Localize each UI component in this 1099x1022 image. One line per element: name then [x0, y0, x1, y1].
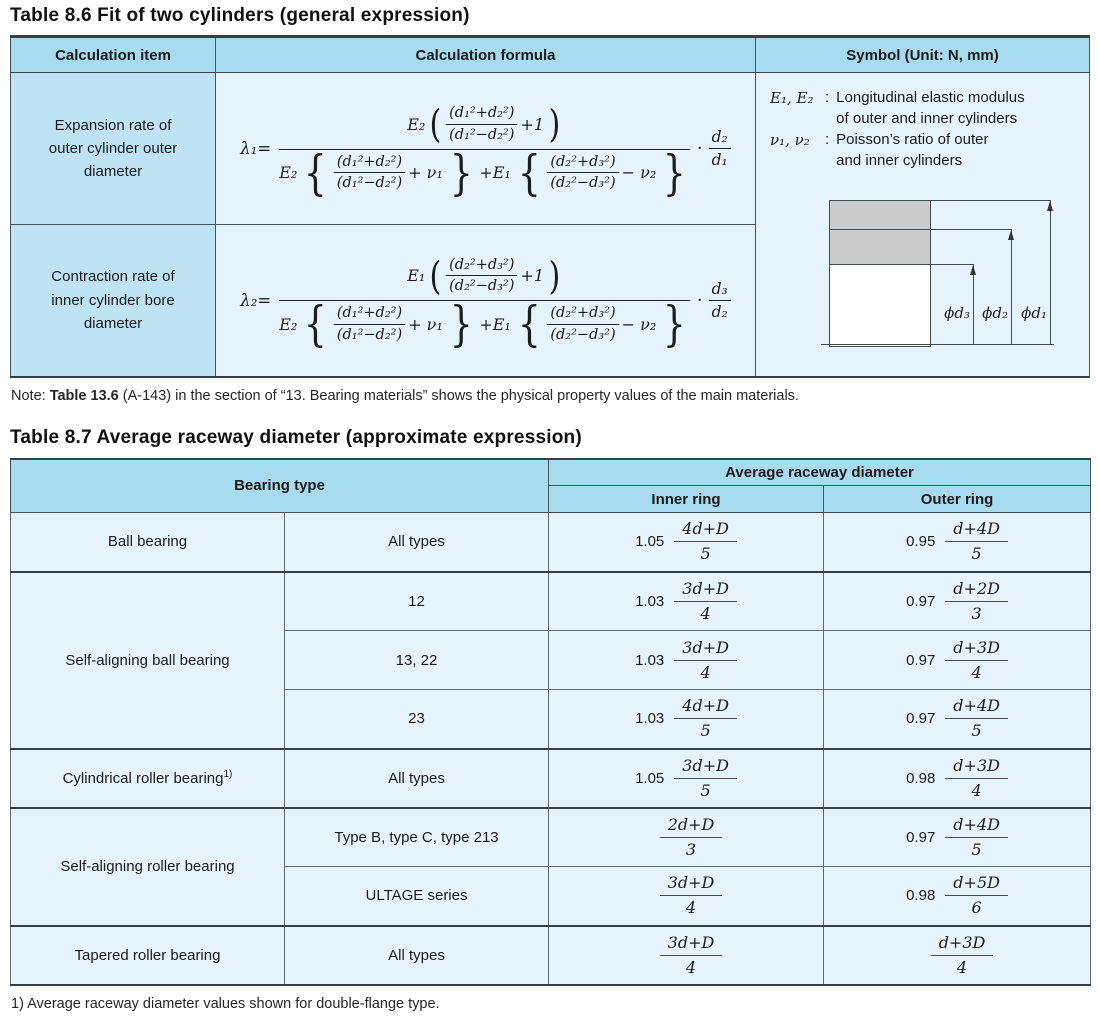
fraction-top: (d₂²+d₃²): [547, 153, 618, 174]
table-8-7: [10, 458, 1091, 986]
extension-line-d2: [929, 229, 1012, 230]
inner-ring-formula: [549, 513, 824, 572]
lambda2-lhs: λ₂=: [240, 290, 272, 310]
fraction: [945, 519, 1008, 564]
fraction: [674, 519, 737, 564]
bearing-name: Self-aligning roller bearing: [11, 808, 285, 926]
lambda2-main-fraction: [279, 253, 690, 353]
coefficient: 0.97: [906, 828, 936, 846]
bearing-series: All types: [285, 926, 549, 985]
coefficient: 0.98: [906, 769, 936, 787]
coefficient: 0.97: [906, 651, 936, 669]
item-expansion-rate: Expansion rate of outer cylinder outer diameter: [11, 73, 216, 225]
fraction-top: 3d+D: [674, 756, 737, 779]
fraction-top: d+2D: [945, 579, 1008, 602]
ratio-top: d₃: [709, 279, 731, 301]
den-coefficient-1: E₂: [279, 163, 298, 183]
table-row: [11, 572, 1091, 631]
fraction-bar: [279, 300, 690, 301]
close-brace-2: }: [663, 144, 687, 201]
diameter-ratio: [709, 279, 731, 322]
table-8-6-note: [11, 388, 1090, 404]
open-paren: (: [429, 101, 442, 146]
symbol-cell: [756, 73, 1090, 377]
den-fraction-1: [334, 153, 405, 194]
table-row: [11, 749, 1091, 808]
dimension-arrow-d2: [1011, 230, 1012, 344]
fraction: [945, 756, 1008, 801]
header-outer-ring: Outer ring: [824, 486, 1091, 513]
fraction-top: 3d+D: [660, 933, 723, 956]
fraction-top: d+3D: [945, 756, 1008, 779]
inner-ring-formula: [549, 690, 824, 749]
formula-cell-lambda2: [216, 225, 756, 377]
header-calculation-formula: Calculation formula: [216, 37, 756, 73]
fraction-top: (d₁²+d₂²): [334, 153, 405, 174]
fraction-bottom: 5: [700, 780, 711, 800]
arrowhead-d2: [1008, 230, 1014, 240]
fraction-top: (d₂²+d₃²): [446, 256, 517, 277]
ratio-bottom: d₁: [711, 151, 728, 169]
dimension-label-d2: ϕd₂: [982, 303, 1008, 322]
table-row: [11, 808, 1091, 867]
fraction-top: 4d+D: [674, 519, 737, 542]
lambda2-denominator: [279, 296, 690, 353]
fraction-top: 4d+D: [674, 696, 737, 719]
baseline: [821, 344, 1054, 345]
outer-ring-formula: [824, 867, 1091, 926]
dimension-label-d1: ϕd₁: [1021, 303, 1047, 322]
fraction: [945, 873, 1008, 918]
multiply-dot: ·: [696, 138, 703, 159]
fraction: [945, 696, 1008, 741]
fraction-top: (d₁²+d₂²): [334, 304, 405, 325]
arrowhead-d3: [970, 265, 976, 275]
outer-cylinder-section: [829, 200, 931, 232]
fraction: [660, 933, 723, 978]
inner-fraction: [446, 256, 517, 297]
num-coefficient: E₂: [407, 114, 426, 134]
fraction-bottom: (d₁²−d₂²): [449, 126, 515, 143]
table-row: [11, 513, 1091, 572]
coefficient: 0.95: [906, 533, 936, 551]
fraction-bottom: 3: [685, 839, 697, 859]
coefficient: 0.97: [906, 710, 936, 728]
open-brace-2: {: [517, 144, 541, 201]
lambda1-lhs: λ₁=: [240, 139, 272, 158]
equation-lambda2: [217, 253, 754, 353]
fraction-bottom: 4: [971, 780, 982, 800]
equation-lambda1: [217, 101, 754, 201]
fraction: [945, 579, 1008, 624]
coefficient: 1.03: [635, 592, 665, 610]
symbol-term: E₁, E₂: [770, 89, 814, 107]
inner-ring-formula: [549, 749, 824, 808]
fraction-bottom: (d₁²−d₂²): [336, 175, 403, 192]
bearing-name: Self-aligning ball bearing: [11, 572, 285, 749]
inner-ring-formula: [549, 808, 824, 867]
outer-ring-formula: [824, 926, 1091, 985]
outer-ring-formula: [824, 631, 1091, 690]
header-bearing-type: Bearing type: [11, 459, 549, 513]
fraction-bottom: (d₁²−d₂²): [336, 327, 403, 344]
definition-elastic-modulus: [770, 88, 1081, 129]
fraction-top: 3d+D: [660, 873, 723, 896]
fraction-top: d+4D: [945, 519, 1008, 542]
fraction: [674, 696, 737, 741]
open-brace-1: {: [304, 144, 328, 201]
coefficient: 1.05: [635, 769, 665, 787]
outer-ring-formula: [824, 513, 1091, 572]
outer-ring-formula: [824, 690, 1091, 749]
definition-poisson-ratio: [770, 130, 1081, 171]
close-paren: ): [548, 101, 561, 146]
inner-ring-formula: [549, 867, 824, 926]
header-calculation-item: Calculation item: [11, 37, 216, 73]
inner-ring-formula: [549, 572, 824, 631]
fraction-top: d+4D: [945, 696, 1008, 719]
fraction: [660, 815, 723, 860]
fraction-bottom: 3: [971, 603, 982, 623]
symbol-definitions: [770, 88, 1081, 172]
close-brace-2: }: [663, 296, 687, 353]
bearing-series: 23: [285, 690, 549, 749]
fraction: [660, 873, 723, 918]
fraction-bottom: (d₂²−d₃²): [550, 327, 616, 344]
fraction-bottom: 4: [956, 957, 968, 977]
bearing-series: All types: [285, 513, 549, 572]
table-8-6-title: Table 8.6 Fit of two cylinders (general expression): [10, 5, 470, 26]
fraction-top: 3d+D: [674, 579, 737, 602]
fraction-bottom: 5: [971, 721, 982, 741]
coefficient: 1.03: [635, 710, 665, 728]
header-inner-ring: Inner ring: [549, 486, 824, 513]
bearing-name: [11, 749, 285, 808]
inner-fraction: [446, 104, 517, 145]
coefficient: 1.05: [635, 533, 665, 551]
den-tail-1: + ν₁: [408, 163, 443, 183]
fraction-bottom: 4: [700, 603, 711, 623]
den-tail-1: + ν₁: [408, 315, 443, 335]
bearing-series: All types: [285, 749, 549, 808]
bearing-series: 13, 22: [285, 631, 549, 690]
colon: :: [825, 89, 830, 106]
formula-cell-lambda1: [216, 73, 756, 225]
bearing-series: ULTAGE series: [285, 867, 549, 926]
fraction: [945, 638, 1008, 683]
cylinder-fit-diagram: [792, 188, 1088, 364]
ratio-bottom: d₂: [711, 302, 728, 321]
fraction-top: (d₂²+d₃²): [547, 304, 618, 325]
open-paren: (: [429, 253, 442, 298]
arrowhead-d1: [1047, 201, 1053, 211]
inner-ring-formula: [549, 926, 824, 985]
definition-text: [836, 88, 1024, 129]
definition-line: and inner cylinders: [836, 152, 963, 170]
table-8-7-title: Table 8.7 Average raceway diameter (approximate expression): [10, 426, 582, 448]
bearing-name: Tapered roller bearing: [11, 926, 285, 985]
fraction: [945, 815, 1008, 860]
definition-line: of outer and inner cylinders: [836, 109, 1018, 127]
fraction-bottom: 4: [685, 957, 697, 977]
outer-ring-formula: [824, 572, 1091, 631]
den-coefficient-1: E₂: [279, 315, 298, 335]
table-row: [11, 926, 1091, 985]
outer-ring-formula: [824, 808, 1091, 867]
den-coefficient-2: +E₁: [479, 315, 511, 335]
num-tail: +1: [520, 114, 544, 134]
fraction-top: d+3D: [945, 638, 1008, 661]
dimension-label-d3: ϕd₃: [944, 303, 970, 322]
open-brace-1: {: [304, 296, 328, 353]
inner-ring-formula: [549, 631, 824, 690]
table-8-6-header-row: [11, 37, 1090, 73]
den-coefficient-2: +E₁: [479, 163, 511, 183]
table-8-7-header-row-1: [11, 459, 1091, 486]
fraction-bar: [279, 149, 690, 150]
den-tail-2: − ν₂: [621, 315, 657, 335]
fraction-bottom: 4: [685, 898, 697, 918]
note-prefix: Note:: [11, 387, 50, 404]
close-paren: ): [548, 253, 561, 298]
row-expansion-rate: [11, 73, 1090, 225]
coefficient: 0.98: [906, 887, 936, 905]
dimension-arrow-d1: [1050, 201, 1051, 344]
note-rest: (A-143) in the section of “13. Bearing materials” shows the physical property values of the main materials.: [118, 387, 799, 404]
table-8-7-footnote: 1) Average raceway diameter values shown for double-flange type.: [11, 995, 440, 1012]
item-contraction-rate: Contraction rate of inner cylinder bore diameter: [11, 225, 216, 377]
colon: :: [825, 131, 830, 149]
fraction: [674, 579, 737, 624]
den-fraction-1: [334, 304, 405, 345]
definition-line: Longitudinal elastic modulus: [836, 89, 1025, 106]
fraction-bottom: 5: [700, 721, 711, 741]
lambda1-numerator: [407, 101, 562, 146]
inner-cylinder-section: [829, 229, 931, 267]
fraction-bottom: (d₂²−d₃²): [449, 278, 515, 295]
fraction-bottom: 5: [971, 544, 982, 564]
fraction-bottom: 5: [971, 839, 982, 859]
coefficient: 0.97: [906, 592, 936, 610]
fraction-bottom: 4: [700, 662, 711, 682]
coefficient: 1.03: [635, 651, 665, 669]
header-symbol: Symbol (Unit: N, mm): [756, 37, 1090, 73]
fraction: [674, 756, 737, 801]
bearing-series: 12: [285, 572, 549, 631]
definition-line: Poisson’s ratio of outer: [836, 131, 989, 149]
lambda1-main-fraction: [279, 101, 690, 201]
note-reference: Table 13.6: [49, 387, 119, 404]
lambda2-numerator: [407, 253, 562, 298]
den-fraction-2: [547, 304, 618, 345]
den-tail-2: − ν₂: [621, 163, 657, 183]
extension-line-d1: [929, 200, 1051, 201]
spacer: [10, 404, 1090, 425]
fraction-bottom: (d₂²−d₃²): [550, 175, 616, 192]
fraction-top: 3d+D: [674, 638, 737, 661]
den-fraction-2: [547, 153, 618, 194]
open-brace-2: {: [517, 296, 541, 353]
table-8-6: [10, 35, 1090, 378]
bearing-name-text: Cylindrical roller bearing: [62, 769, 224, 787]
diameter-ratio: [709, 127, 731, 170]
fraction-top: d+4D: [945, 815, 1008, 838]
bearing-series: Type B, type C, type 213: [285, 808, 549, 867]
close-brace-1: }: [449, 296, 473, 353]
fraction-top: d+5D: [945, 873, 1008, 896]
fraction-top: d+3D: [931, 933, 994, 956]
num-tail: +1: [520, 266, 544, 286]
close-brace-1: }: [449, 144, 473, 201]
ratio-top: d₂: [709, 127, 731, 149]
fraction-top: (d₁²+d₂²): [446, 104, 517, 125]
header-average-raceway-diameter: Average raceway diameter: [549, 459, 1091, 486]
fraction-top: 2d+D: [660, 815, 723, 838]
outer-ring-formula: [824, 749, 1091, 808]
fraction-bottom: 4: [971, 662, 982, 682]
extension-line-d3: [929, 264, 974, 265]
lambda1-denominator: [279, 144, 690, 201]
fraction-bottom: 6: [971, 898, 982, 918]
symbol-term: ν₁, ν₂: [770, 131, 810, 150]
fraction: [931, 933, 994, 978]
fraction: [674, 638, 737, 683]
fraction-bottom: 5: [700, 544, 711, 564]
multiply-dot: ·: [696, 289, 703, 311]
bearing-name: Ball bearing: [11, 513, 285, 572]
definition-text: [836, 130, 988, 171]
footnote-marker: 1): [223, 768, 233, 780]
num-coefficient: E₁: [407, 266, 426, 286]
